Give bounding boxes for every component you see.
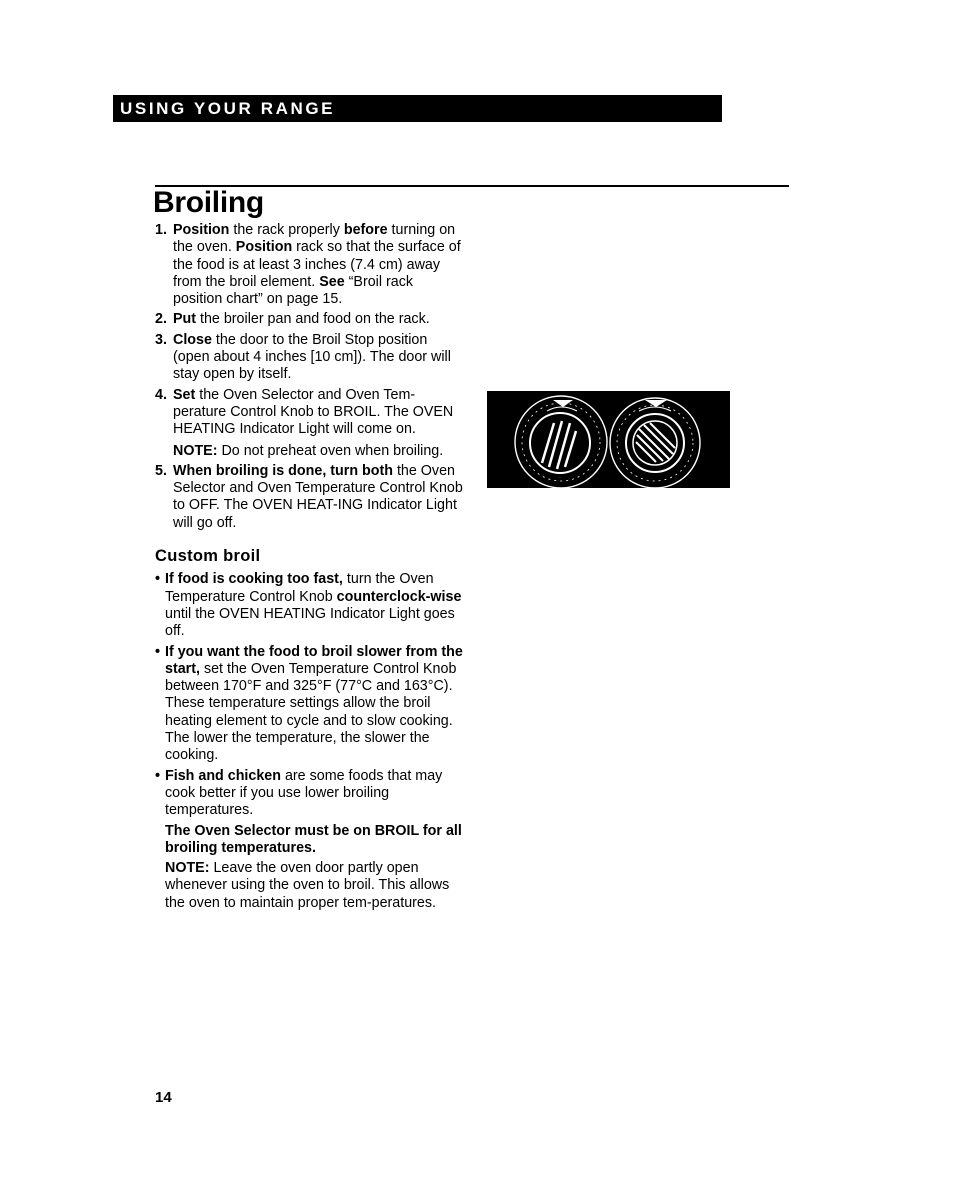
section-title: USING YOUR RANGE [120,99,336,118]
step-number: 4. [155,386,167,403]
bullet-lead: If food is cooking too fast, [165,571,343,588]
bullet-icon: • [155,767,161,784]
step-emphasis: Position [235,239,293,256]
knobs-icon [487,391,730,488]
step-number: 5. [155,462,167,479]
step-text: the Oven Selector and Oven Tem-perature Control Knob to BROIL. The OVEN HEATING Indicator Light will come on. [173,386,454,438]
step-text: turning on the oven. [173,222,456,256]
bullet-icon: • [155,643,161,660]
note-label: NOTE: [173,442,218,459]
step-lead: Set [173,386,196,403]
list-item [155,768,465,820]
step-lead: Close [173,331,212,348]
step-item [155,222,465,308]
step-note [173,443,465,460]
bullet-text: until the OVEN HEATING Indicator Light goes off. [165,605,455,640]
step-emphasis: before [343,222,388,238]
custom-broil-heading: Custom broil [155,547,261,566]
bullet-lead: Fish and chicken [165,767,281,784]
custom-note [155,860,465,912]
step-text: the door to the Broil Stop position (open about 4 inches [10 cm]). The door will stay open by itself. [173,331,451,383]
oven-control-knobs-illustration [487,391,730,488]
list-item [155,571,465,640]
step-item [155,463,465,532]
step-number: 3. [155,331,167,348]
step-text: the broiler pan and food on the rack. [196,311,430,328]
note-text: Do not preheat oven when broiling. [217,442,444,459]
step-text: “Broil rack position chart” on page 15. [173,273,413,308]
step-lead: Position [173,222,230,238]
step-item [155,387,465,460]
bullet-lead: If you want the food to broil slower from the start, [165,643,463,677]
bullet-emphasis: counterclock-wise [336,588,462,605]
section-banner [113,95,722,122]
bullet-icon: • [155,571,161,588]
bullet-text: set the Oven Temperature Control Knob between 170°F and 325°F (77°C and 163°C). These temperature settings allow the broil heating element to cycle and to slow cooking. The lower the temperature, the slower the cooking. [165,660,457,764]
page-title: Broiling [153,186,264,219]
page-number: 14 [155,1089,172,1106]
broil-warning: The Oven Selector must be on BROIL for all broiling temperatures. [165,822,462,856]
step-item [155,311,465,328]
bullet-text: turn the Oven Temperature Control Knob [165,571,434,605]
custom-broil-list [155,571,465,819]
steps-list [155,222,465,532]
bullet-text: are some foods that may cook better if you use lower broiling temperatures. [165,767,443,819]
note-text: Leave the oven door partly open whenever using the oven to broil. This allows the oven to maintain proper tem-peratures. [165,860,450,911]
step-text: rack so that the surface of the food is at least 3 inches (7.4 cm) away from the broil element. [173,239,461,290]
step-text: the Oven Selector and Oven Temperature Control Knob to OFF. The OVEN HEAT-ING Indicator Light will go off. [173,462,463,531]
step-number: 2. [155,311,167,328]
step-lead: When broiling is done, turn both [173,462,393,479]
step-item [155,332,465,384]
step-emphasis: See [319,273,345,290]
main-column [155,222,465,915]
step-text: the rack properly [229,222,344,238]
step-number: 1. [155,222,167,238]
note-label: NOTE: [165,860,210,877]
list-item [155,644,465,765]
step-lead: Put [173,311,197,328]
